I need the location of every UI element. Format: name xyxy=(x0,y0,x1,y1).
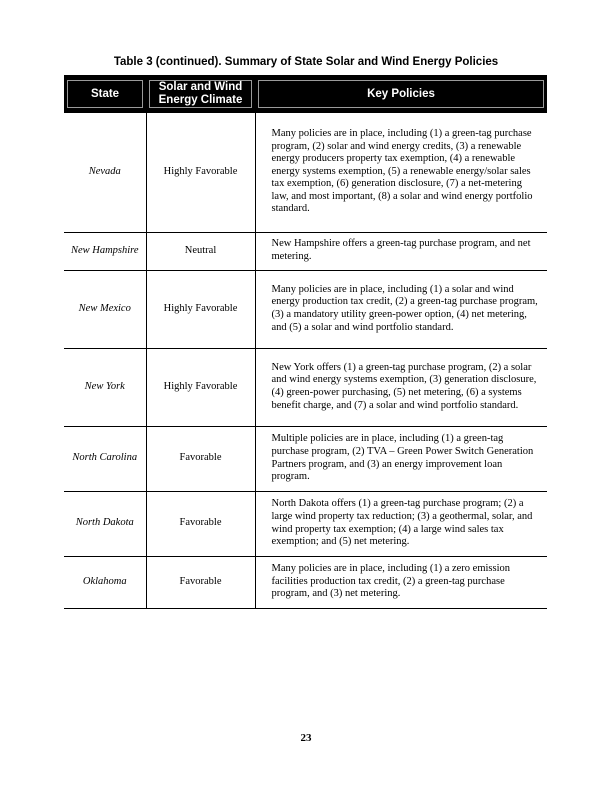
header-climate: Solar and Wind Energy Climate xyxy=(146,75,255,113)
table-row xyxy=(64,113,547,233)
table-caption: Table 3 (continued). Summary of State Solar and Wind Energy Policies xyxy=(113,56,499,68)
policy-cell: North Dakota offers (1) a green-tag purchase program; (2) a large wind property tax reduction; (3) a geothermal, solar, and wind property tax exemption; (4) a large wind sales tax exemption; and (5) net metering. xyxy=(255,492,547,557)
table-row xyxy=(64,233,547,271)
policy-cell: New York offers (1) a green-tag purchase program, (2) a solar and wind energy systems exemption, (3) generation disclosure, (4) green-power purchasing, (5) net metering, (6) a systems benefit charge, and (7) a solar and wind portfolio standard. xyxy=(255,349,547,427)
climate-cell: Favorable xyxy=(146,557,255,609)
climate-cell: Neutral xyxy=(146,233,255,271)
header-state: State xyxy=(64,75,146,113)
state-cell: Nevada xyxy=(64,113,146,233)
state-cell: Oklahoma xyxy=(64,557,146,609)
state-cell: New York xyxy=(64,349,146,427)
table-row xyxy=(64,427,547,492)
policy-cell: New Hampshire offers a green-tag purchase program, and net metering. xyxy=(255,233,547,271)
state-cell: New Hampshire xyxy=(64,233,146,271)
policy-table xyxy=(64,75,547,609)
state-cell: North Dakota xyxy=(64,492,146,557)
policy-cell: Multiple policies are in place, including (1) a green-tag purchase program, (2) TVA – Green Power Switch Generation Partners program, and (3) an energy improvement loan program. xyxy=(255,427,547,492)
table-row xyxy=(64,492,547,557)
policy-cell: Many policies are in place, including (1) a green-tag purchase program, (2) solar and wind energy credits, (3) a renewable energy producers property tax exemption, (4) a renewable energy systems exemption, (5) a renewable energy/solar sales tax exemption, (6) generation disclosure, (7) a net-metering law, and most important, (8) a solar and wind energy portfolio standard. xyxy=(255,113,547,233)
header-key-policies: Key Policies xyxy=(255,75,547,113)
state-cell: North Carolina xyxy=(64,427,146,492)
page-number: 23 xyxy=(300,732,312,744)
climate-cell: Favorable xyxy=(146,427,255,492)
climate-cell: Highly Favorable xyxy=(146,349,255,427)
table-row xyxy=(64,271,547,349)
climate-cell: Favorable xyxy=(146,492,255,557)
climate-cell: Highly Favorable xyxy=(146,113,255,233)
policy-cell: Many policies are in place, including (1) a solar and wind energy production tax credit, (2) a green-tag purchase program, (3) a mandatory utility green-power option, (4) net metering, and (5) a solar and wind portfolio standard. xyxy=(255,271,547,349)
policy-cell: Many policies are in place, including (1) a zero emission facilities production tax credit, (2) a green-tag purchase program, and (3) net metering. xyxy=(255,557,547,609)
climate-cell: Highly Favorable xyxy=(146,271,255,349)
table-row xyxy=(64,349,547,427)
state-cell: New Mexico xyxy=(64,271,146,349)
table-row xyxy=(64,557,547,609)
table-header-row xyxy=(64,75,547,113)
